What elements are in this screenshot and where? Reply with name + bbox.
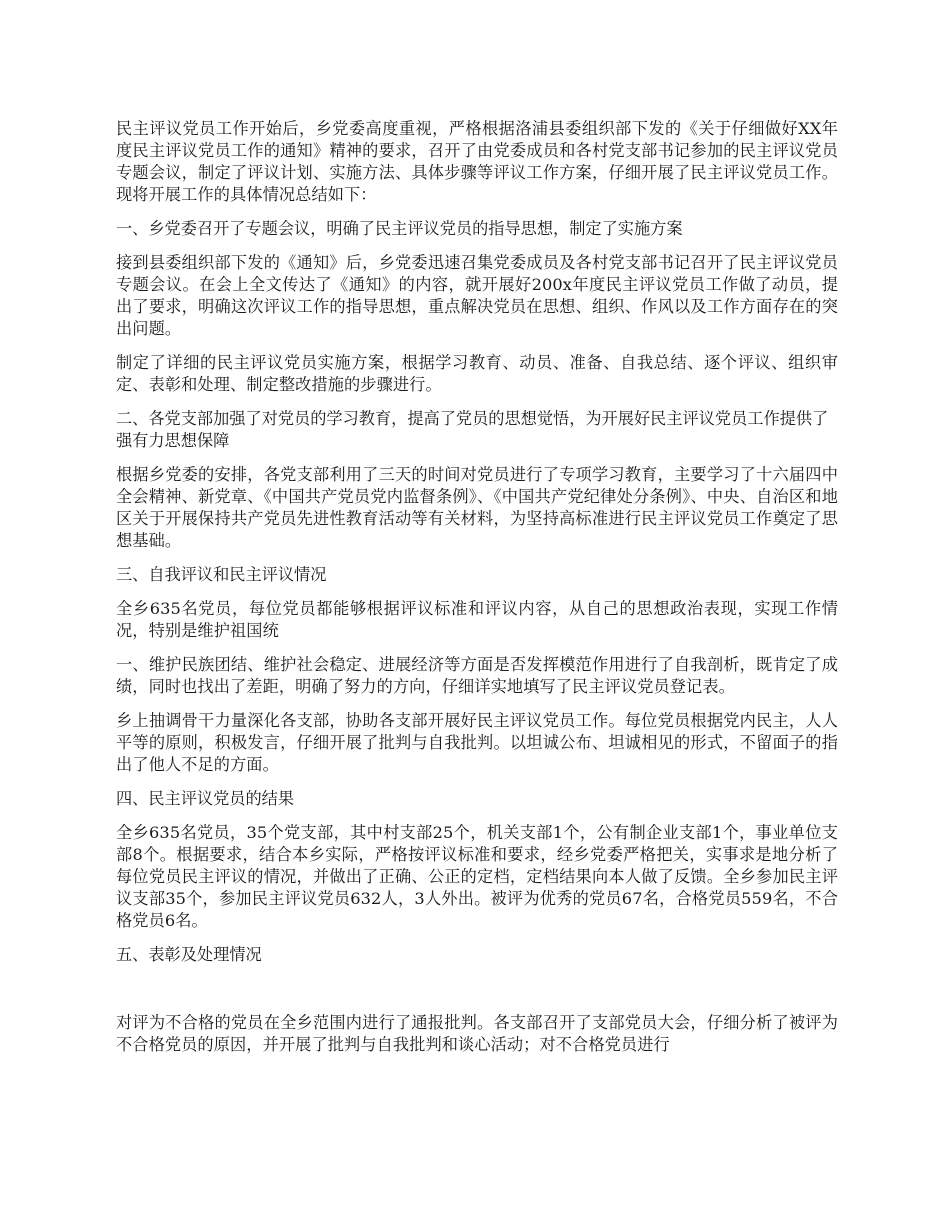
blank-spacer <box>116 978 838 1012</box>
section-heading-3: 三、自我评议和民主评议情况 <box>116 565 327 584</box>
section-1-paragraph-2: 制定了详细的民主评议党员实施方案，根据学习教育、动员、准备、自我总结、逐个评议、组织审定、表彰和处理、制定整改措施的步骤进行。 <box>116 353 838 394</box>
section-heading-4: 四、民主评议党员的结果 <box>116 789 295 808</box>
section-3-paragraph-3: 乡上抽调骨干力量深化各支部，协助各支部开展好民主评议党员工作。每位党员根据党内民主，人人平等的原则，积极发言，仔细开展了批判与自我批判。以坦诚公布、坦诚相见的形式，不留面子的指出了他人不足的方面。 <box>116 711 838 774</box>
document-body <box>116 118 838 1068</box>
section-heading-2: 二、各党支部加强了对党员的学习教育，提高了党员的思想觉悟，为开展好民主评议党员工作提供了强有力思想保障 <box>116 409 829 450</box>
section-4-paragraph: 全乡635名党员，35个党支部，其中村支部25个，机关支部1个，公有制企业支部1个，事业单位支部8个。根据要求，结合本乡实际，严格按评议标准和要求，经乡党委严格把关，实事求是地分析了每位党员民主评议的情况，并做出了正确、公正的定档，定档结果向本人做了反馈。全乡参加民主评议支部35个，参加民主评议党员632人，3人外出。被评为优秀的党员67名，合格党员559名，不合格党员6名。 <box>116 823 838 930</box>
intro-paragraph: 民主评议党员工作开始后，乡党委高度重视，严格根据洛浦县委组织部下发的《关于仔细做好XX年度民主评议党员工作的通知》精神的要求，召开了由党委成员和各村党支部书记参加的民主评议党员专题会议，制定了评议计划、实施方法、具体步骤等评议工作方案，仔细开展了民主评议党员工作。现将开展工作的具体情况总结如下： <box>116 119 838 204</box>
section-heading-5: 五、表彰及处理情况 <box>116 945 262 964</box>
section-2-paragraph: 根据乡党委的安排，各党支部利用了三天的时间对党员进行了专项学习教育，主要学习了十六届四中全会精神、新党章、《中国共产党员党内监督条例》、《中国共产党纪律处分条例》、中央、自治区和地区关于开展保持共产党员先进性教育活动等有关材料，为坚持高标准进行民主评议党员工作奠定了思想基础。 <box>116 465 838 550</box>
section-1-paragraph-1: 接到县委组织部下发的《通知》后，乡党委迅速召集党委成员及各村党支部书记召开了民主评议党员专题会议。在会上全文传达了《通知》的内容，就开展好200x年度民主评议党员工作做了动员，提出了要求，明确这次评议工作的指导思想，重点解决党员在思想、组织、作风以及工作方面存在的突出问题。 <box>116 253 838 338</box>
section-3-paragraph-2: 一、维护民族团结、维护社会稳定、进展经济等方面是否发挥模范作用进行了自我剖析，既肯定了成绩，同时也找出了差距，明确了努力的方向，仔细详实地填写了民主评议党员登记表。 <box>116 655 838 696</box>
section-5-paragraph: 对评为不合格的党员在全乡范围内进行了通报批判。各支部召开了支部党员大会，仔细分析了被评为不合格党员的原因，并开展了批判与自我批判和谈心活动；对不合格党员进行 <box>116 1013 838 1054</box>
section-3-paragraph-1: 全乡635名党员，每位党员都能够根据评议标准和评议内容，从自己的思想政治表现，实现工作情况，特别是维护祖国统 <box>116 599 838 640</box>
section-heading-1: 一、乡党委召开了专题会议，明确了民主评议党员的指导思想，制定了实施方案 <box>116 219 683 238</box>
